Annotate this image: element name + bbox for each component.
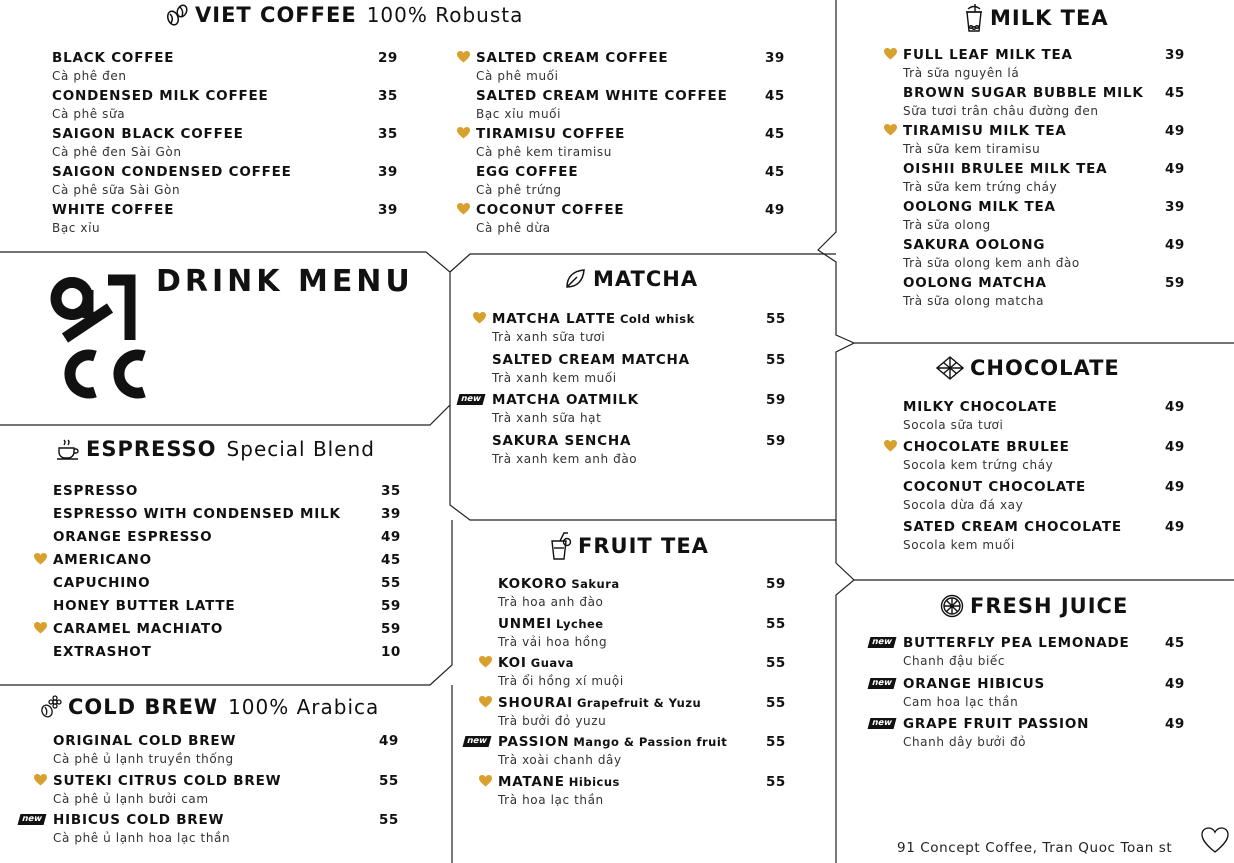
item-price: 55: [379, 772, 399, 789]
item-price: 29: [378, 50, 398, 66]
item-name: [53, 506, 403, 522]
item-name-text: CHOCOLATE BRULEE: [903, 439, 1070, 455]
item-price: 55: [766, 655, 786, 671]
menu-item: [903, 47, 1203, 80]
item-name-text: HIBICUS COLD BREW: [53, 812, 225, 828]
item-name: [903, 237, 1203, 253]
item-vietnamese-name: Trà xanh kem muối: [492, 370, 617, 385]
item-name-text: GRAPE FRUIT PASSION: [903, 716, 1090, 732]
item-price: 49: [1165, 716, 1185, 732]
item-price: 59: [766, 432, 786, 449]
item-price: 49: [1165, 439, 1185, 455]
item-name: [498, 734, 798, 750]
menu-item: [53, 506, 403, 522]
item-name-text: TIRAMISU MILK TEA: [903, 123, 1067, 139]
cold-brew-heading: COLD BREW: [68, 695, 219, 719]
item-price: 39: [381, 506, 401, 522]
item-name-text: AMERICANO: [53, 552, 152, 568]
favorite-heart-icon: [34, 774, 47, 786]
favorite-heart-icon: [884, 48, 897, 60]
heart-outline-icon: [1200, 826, 1230, 854]
item-price: 49: [1165, 123, 1185, 139]
item-name-text: SAKURA OOLONG: [903, 237, 1046, 253]
item-name: [903, 519, 1203, 535]
chocolate-section: [836, 343, 1234, 580]
item-vietnamese-name: Trà ổi hồng xí muội: [498, 674, 624, 688]
menu-item: [52, 202, 402, 235]
menu-item: [903, 237, 1203, 270]
item-price: 39: [378, 202, 398, 218]
item-name-text: WHITE COFFEE: [52, 202, 175, 218]
item-name-text: KOI: [498, 655, 527, 671]
item-price: 35: [378, 126, 398, 142]
item-price: 49: [1165, 479, 1185, 495]
item-vietnamese-name: Trà sữa olong matcha: [903, 294, 1045, 308]
item-price: 59: [766, 392, 786, 408]
menu-item: [53, 598, 403, 614]
footer-address: 91 Concept Coffee, Tran Quoc Toan st: [897, 840, 1173, 856]
item-name: [903, 199, 1203, 215]
menu-item: [870, 675, 1203, 709]
fruit-drink-icon: [548, 532, 572, 560]
menu-item: [903, 85, 1203, 118]
item-name: [903, 716, 1203, 732]
item-vietnamese-name: Trà xanh kem anh đào: [492, 451, 638, 466]
cold-brew-title: [38, 695, 379, 719]
viet-coffee-heading: VIET COFFEE: [195, 3, 357, 27]
item-name-text: COCONUT CHOCOLATE: [903, 479, 1087, 495]
menu-item: [498, 774, 798, 807]
item-name-text: BLACK COFFEE: [52, 50, 175, 66]
item-price: 45: [1165, 635, 1185, 651]
item-name: [53, 575, 403, 591]
item-vietnamese-name: Trà xanh sữa hạt: [492, 411, 602, 425]
beans-flower-icon: [38, 695, 62, 719]
item-price: 49: [1165, 519, 1185, 535]
item-flavor: Hibicus: [568, 774, 620, 789]
menu-item: [903, 275, 1203, 308]
favorite-heart-icon: [34, 622, 47, 634]
item-vietnamese-name: Cà phê ủ lạnh hoa lạc thần: [53, 831, 231, 845]
item-price: 55: [381, 575, 401, 591]
item-name: [903, 399, 1203, 415]
item-name: [492, 352, 792, 368]
menu-item: [476, 126, 806, 159]
menu-item: [498, 576, 798, 609]
item-price: 49: [1165, 161, 1185, 177]
item-vietnamese-name: Trà xanh sữa tươi: [492, 330, 606, 344]
menu-item: [52, 126, 402, 159]
item-vietnamese-name: Socola sữa tươi: [903, 418, 1004, 432]
item-vietnamese-name: Trà sữa olong: [903, 218, 991, 232]
item-vietnamese-name: Cà phê muối: [476, 69, 559, 83]
menu-item: [459, 392, 792, 425]
menu-item: [20, 812, 403, 845]
menu-item: [498, 616, 798, 649]
item-name-text: KOKORO: [498, 576, 568, 592]
item-price: 35: [381, 483, 401, 499]
item-name: [903, 161, 1203, 177]
item-name: [903, 123, 1203, 139]
item-name-text: OISHII BRULEE MILK TEA: [903, 161, 1108, 177]
menu-item: [903, 399, 1203, 432]
espresso-section: [0, 425, 450, 685]
menu-item: [476, 202, 806, 235]
item-price: 10: [381, 644, 401, 660]
new-badge: new: [868, 678, 897, 689]
new-badge: new: [457, 394, 486, 405]
item-name: [498, 655, 798, 671]
favorite-heart-icon: [479, 775, 492, 787]
menu-item: [53, 552, 403, 568]
item-name: [903, 275, 1203, 291]
item-name-text: ESPRESSO WITH CONDENSED MILK: [53, 506, 341, 522]
item-name: [53, 552, 403, 568]
fresh-juice-section: [836, 580, 1234, 863]
item-name-text: SAKURA SENCHA: [492, 432, 632, 449]
item-flavor: Lychee: [555, 616, 604, 631]
item-name-text: SALTED CREAM WHITE COFFEE: [476, 88, 728, 104]
item-name-text: CARAMEL MACHIATO: [53, 621, 224, 637]
item-name: [903, 479, 1203, 495]
espresso-heading: ESPRESSO: [86, 437, 217, 461]
cold-brew-subtitle: 100% Arabica: [228, 695, 380, 719]
item-name: [498, 695, 798, 711]
item-name-text: MATCHA LATTE: [492, 311, 616, 327]
menu-item: [903, 199, 1203, 232]
item-name-text: FULL LEAF MILK TEA: [903, 47, 1073, 63]
item-vietnamese-name: Cà phê ủ lạnh bưởi cam: [53, 791, 209, 806]
item-name: [903, 439, 1203, 455]
item-vietnamese-name: Cà phê dừa: [476, 221, 551, 235]
item-price: 55: [766, 773, 786, 790]
new-badge: new: [868, 637, 897, 648]
item-name: [53, 773, 403, 789]
chocolate-title: [936, 356, 1120, 380]
item-name-text: HONEY BUTTER LATTE: [53, 598, 236, 614]
item-vietnamese-name: Trà hoa anh đào: [498, 595, 604, 609]
item-name: [53, 644, 403, 660]
item-name-text: EXTRASHOT: [53, 644, 152, 660]
item-price: 35: [378, 88, 398, 104]
menu-item: [903, 123, 1203, 156]
leaf-icon: [563, 267, 587, 291]
item-name: [476, 164, 806, 180]
item-name-text: TIRAMISU COFFEE: [476, 126, 626, 142]
menu-item: [52, 50, 402, 83]
item-name-text: ESPRESSO: [53, 483, 139, 499]
item-name: [52, 164, 402, 180]
item-name-text: MATANE: [498, 773, 565, 790]
menu-item: [492, 352, 792, 385]
favorite-heart-icon: [34, 553, 47, 565]
menu-item: [52, 88, 402, 121]
favorite-heart-icon: [884, 124, 897, 136]
item-name-text: BROWN SUGAR BUBBLE MILK: [903, 85, 1144, 101]
item-price: 39: [1165, 199, 1185, 215]
item-price: 49: [765, 202, 785, 218]
bubble-tea-icon: [964, 4, 984, 32]
new-badge: new: [18, 814, 47, 825]
item-price: 39: [765, 50, 785, 66]
item-price: 55: [766, 734, 786, 750]
item-name: [903, 676, 1203, 692]
item-name: [903, 47, 1203, 63]
viet-coffee-section: [0, 0, 836, 252]
item-price: 45: [1165, 85, 1185, 101]
item-name: [52, 126, 402, 142]
item-name: [498, 576, 798, 592]
item-name-text: OOLONG MATCHA: [903, 275, 1047, 291]
menu-item: [53, 733, 403, 766]
item-vietnamese-name: Cam hoa lạc thần: [903, 694, 1019, 709]
menu-item: [903, 161, 1203, 194]
item-vietnamese-name: Socola kem trứng cháy: [903, 458, 1054, 472]
favorite-heart-icon: [479, 696, 492, 708]
item-vietnamese-name: Trà sữa kem tiramisu: [903, 142, 1041, 156]
item-price: 45: [765, 126, 785, 142]
menu-item: [870, 716, 1203, 749]
menu-item: [52, 164, 402, 197]
menu-item: [903, 519, 1203, 552]
favorite-heart-icon: [473, 312, 486, 324]
chocolate-bar-icon: [936, 356, 964, 380]
matcha-heading: MATCHA: [593, 267, 699, 291]
fresh-juice-title: [940, 594, 1128, 618]
item-name-text: SAIGON CONDENSED COFFEE: [52, 164, 292, 180]
item-price: 55: [766, 351, 786, 368]
item-price: 59: [1165, 275, 1185, 291]
logo-91cc: [50, 268, 150, 408]
item-price: 45: [765, 88, 785, 104]
item-vietnamese-name: Trà xoài chanh dây: [498, 753, 622, 767]
menu-item: [476, 164, 806, 197]
item-name: [476, 88, 806, 104]
espresso-subtitle: Special Blend: [226, 437, 375, 461]
item-name: [53, 483, 403, 499]
item-name-text: ORANGE HIBICUS: [903, 675, 1046, 692]
menu-item: [870, 635, 1203, 668]
viet-coffee-subtitle: 100% Robusta: [366, 3, 524, 27]
menu-item: [53, 773, 403, 806]
item-price: 49: [379, 733, 399, 749]
item-flavor: Guava: [530, 656, 574, 670]
item-name: [476, 202, 806, 218]
item-vietnamese-name: Cà phê đen Sài Gòn: [52, 145, 182, 159]
item-name-text: PASSION: [498, 734, 570, 750]
espresso-title: [56, 437, 375, 461]
item-name-text: MATCHA OATMILK: [492, 392, 639, 408]
item-vietnamese-name: Bạc xỉu: [52, 221, 101, 235]
new-badge: new: [463, 736, 492, 747]
item-price: 55: [766, 615, 786, 632]
item-vietnamese-name: Socola dừa đá xay: [903, 498, 1024, 512]
item-price: 49: [381, 529, 401, 545]
item-price: 39: [378, 164, 398, 180]
fruit-tea-section: [452, 520, 836, 863]
item-vietnamese-name: Sữa tươi trân châu đường đen: [903, 104, 1099, 118]
item-price: 59: [381, 598, 401, 614]
menu-item: [492, 311, 792, 344]
favorite-heart-icon: [457, 203, 470, 215]
item-vietnamese-name: Cà phê sữa: [52, 107, 126, 121]
item-price: 55: [766, 694, 786, 711]
menu-item: [53, 529, 403, 545]
menu-item: [492, 433, 792, 466]
item-vietnamese-name: Cà phê kem tiramisu: [476, 145, 612, 159]
item-price: 49: [1165, 399, 1185, 415]
item-vietnamese-name: Chanh đậu biếc: [903, 654, 1006, 668]
menu-item: [498, 655, 798, 688]
item-name-text: ORANGE ESPRESSO: [53, 529, 213, 545]
item-price: 45: [765, 164, 785, 180]
matcha-title: [563, 267, 698, 291]
item-vietnamese-name: Cà phê ủ lạnh truyền thống: [53, 752, 234, 766]
item-flavor: Cold whisk: [619, 312, 695, 326]
menu-item: [476, 88, 806, 121]
item-name-text: SALTED CREAM COFFEE: [476, 50, 669, 66]
item-vietnamese-name: Cà phê sữa Sài Gòn: [52, 183, 181, 197]
item-price: 55: [766, 311, 786, 327]
menu-item: [53, 621, 403, 637]
fruit-tea-title: [548, 532, 709, 560]
item-name: [52, 50, 402, 66]
menu-item: [498, 695, 798, 728]
cold-brew-section: [0, 685, 452, 863]
item-vietnamese-name: Socola kem muối: [903, 538, 1015, 552]
item-name: [498, 774, 798, 790]
item-name-text: CONDENSED MILK COFFEE: [52, 88, 269, 104]
item-name: [903, 635, 1203, 651]
citrus-icon: [940, 594, 964, 618]
favorite-heart-icon: [457, 51, 470, 63]
viet-coffee-title: [165, 3, 523, 27]
item-name-text: MILKY CHOCOLATE: [903, 399, 1058, 415]
item-name-text: COCONUT COFFEE: [476, 202, 625, 218]
menu-item: [903, 439, 1203, 472]
item-vietnamese-name: Bạc xỉu muối: [476, 107, 562, 121]
item-name-text: EGG COFFEE: [476, 164, 579, 180]
menu-item: [53, 644, 403, 660]
new-badge: new: [868, 718, 897, 729]
item-name: [53, 621, 403, 637]
item-name-text: CAPUCHINO: [53, 575, 151, 591]
item-name: [52, 202, 402, 218]
item-vietnamese-name: Trà sữa kem trứng cháy: [903, 180, 1058, 194]
milk-tea-title: [964, 4, 1109, 32]
item-name-text: OOLONG MILK TEA: [903, 199, 1056, 215]
item-price: 55: [379, 812, 399, 828]
menu-item: [53, 483, 403, 499]
item-vietnamese-name: Trà bưởi đỏ yuzu: [498, 713, 607, 728]
item-name-text: UNMEI: [498, 615, 552, 632]
item-name-text: ORIGINAL COLD BREW: [53, 733, 237, 749]
item-price: 49: [1165, 675, 1185, 692]
item-price: 49: [1165, 237, 1185, 253]
fresh-juice-heading: FRESH JUICE: [970, 594, 1129, 618]
item-price: 59: [381, 621, 401, 637]
item-name: [492, 433, 792, 449]
item-price: 45: [381, 552, 401, 568]
menu-item: [465, 734, 798, 767]
item-name-text: SATED CREAM CHOCOLATE: [903, 519, 1122, 535]
milk-tea-section: [836, 0, 1234, 343]
item-flavor: Mango & Passion fruit: [573, 735, 728, 749]
item-vietnamese-name: Trà hoa lạc thần: [498, 792, 604, 807]
item-name: [492, 311, 792, 327]
brand-block: [0, 252, 450, 425]
favorite-heart-icon: [457, 127, 470, 139]
item-flavor: Sakura: [571, 577, 620, 591]
item-name: [53, 529, 403, 545]
menu-item: [903, 479, 1203, 512]
item-price: 39: [1165, 47, 1185, 63]
item-vietnamese-name: Trà vải hoa hồng: [498, 634, 608, 649]
milk-tea-heading: MILK TEA: [990, 6, 1109, 30]
item-name: [498, 616, 798, 632]
item-name: [476, 50, 806, 66]
item-name: [903, 85, 1203, 101]
coffee-cup-icon: [56, 437, 80, 461]
menu-item: [476, 50, 806, 83]
coffee-beans-icon: [165, 3, 189, 27]
item-name: [53, 598, 403, 614]
favorite-heart-icon: [884, 440, 897, 452]
menu-item: [53, 575, 403, 591]
item-name: [492, 392, 792, 408]
brand-title: DRINK MENU: [156, 264, 414, 299]
item-name-text: SUTEKI CITRUS COLD BREW: [53, 772, 282, 789]
chocolate-heading: CHOCOLATE: [970, 356, 1120, 380]
favorite-heart-icon: [479, 656, 492, 668]
item-name-text: SALTED CREAM MATCHA: [492, 351, 690, 368]
item-name-text: SAIGON BLACK COFFEE: [52, 126, 244, 142]
item-name: [476, 126, 806, 142]
item-vietnamese-name: Chanh dây bưởi đỏ: [903, 735, 1027, 749]
item-name: [53, 733, 403, 749]
item-vietnamese-name: Cà phê đen: [52, 69, 127, 83]
fruit-tea-heading: FRUIT TEA: [578, 534, 709, 558]
item-vietnamese-name: Trà sữa nguyên lá: [903, 66, 1020, 80]
item-vietnamese-name: Cà phê trứng: [476, 183, 562, 197]
item-vietnamese-name: Trà sữa olong kem anh đào: [903, 256, 1080, 270]
item-name: [53, 812, 403, 828]
item-price: 59: [766, 576, 786, 592]
item-name: [52, 88, 402, 104]
item-flavor: Grapefruit & Yuzu: [576, 695, 702, 710]
item-name-text: SHOURAI: [498, 694, 573, 711]
matcha-section: [450, 254, 836, 520]
item-name-text: BUTTERFLY PEA LEMONADE: [903, 635, 1130, 651]
